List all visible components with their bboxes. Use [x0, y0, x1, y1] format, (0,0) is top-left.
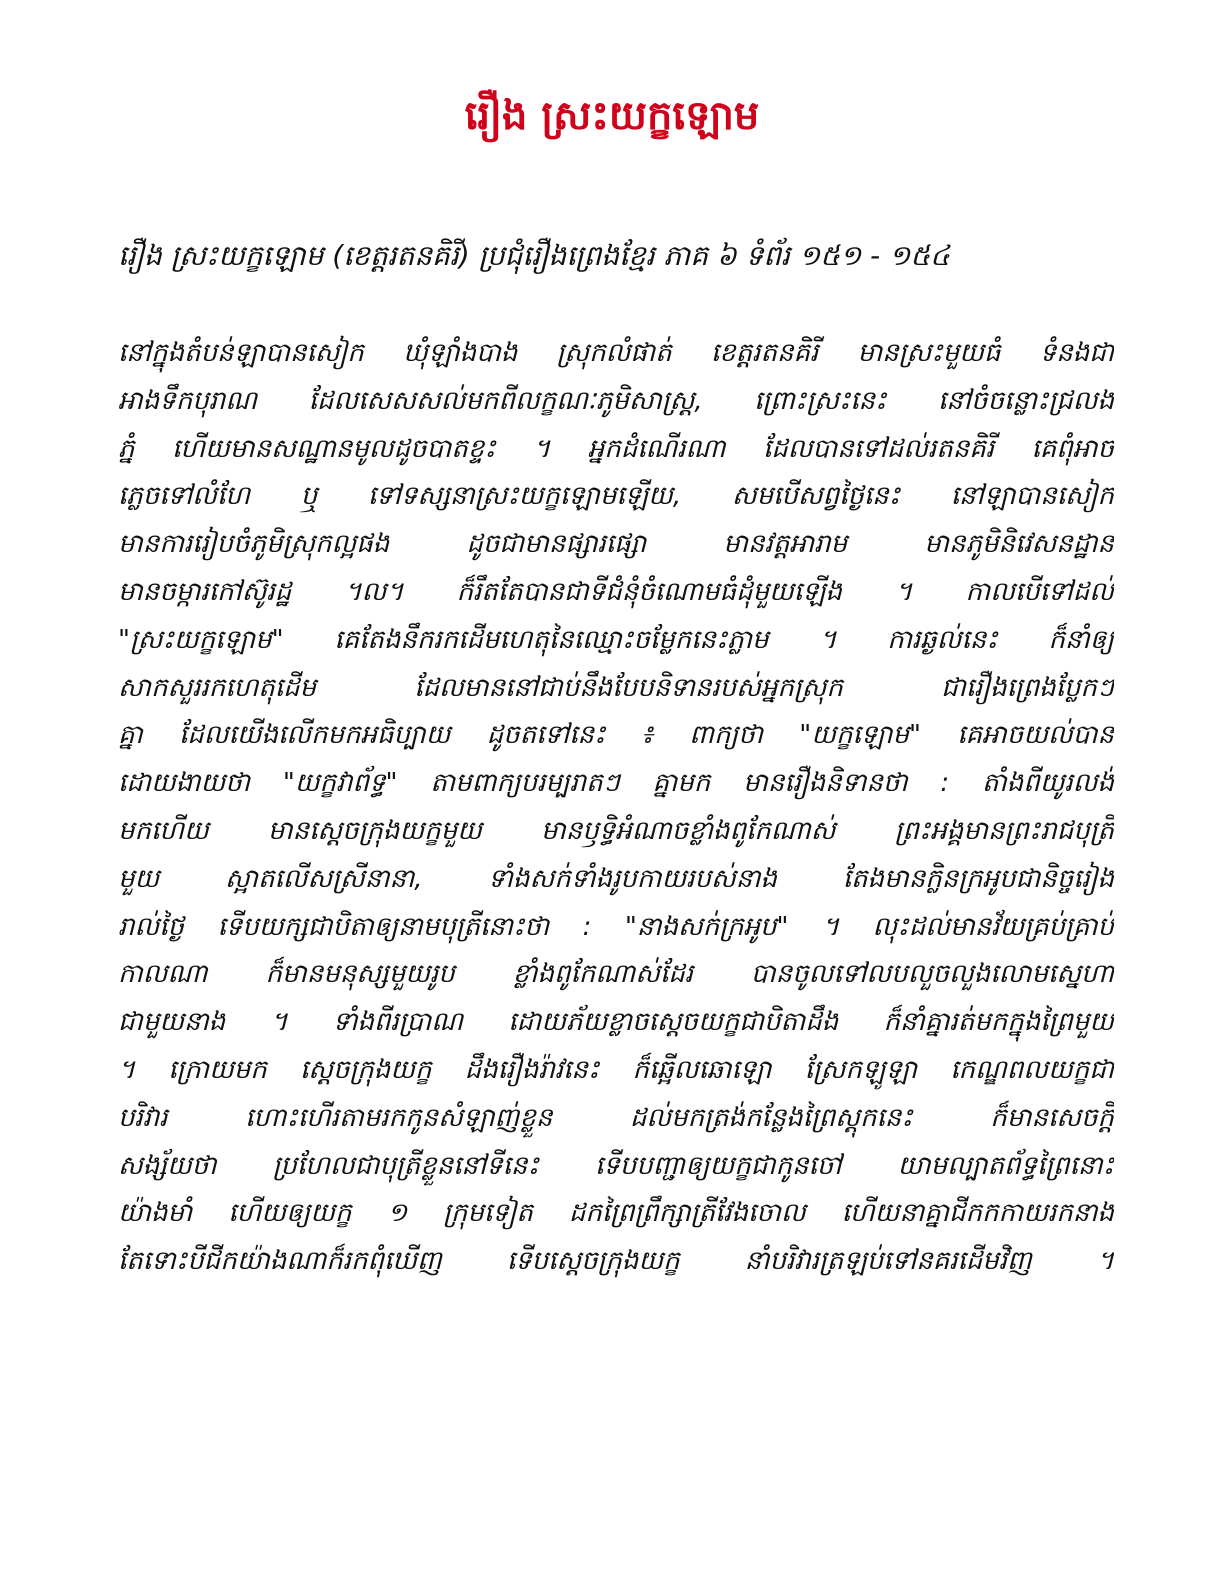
paragraph-line: គ្នា ដែលយើងលើកមកអធិប្បាយ ដូចតទៅនេះ ៖ ពាក្យថា "យក្ខឡោម" គេអាចយល់បាន — [118, 720, 1114, 751]
source-citation: រឿង ស្រះយក្ខឡោម (ខេត្តរតនគិរី) ប្រជុំរឿងព្រេងខ្មែរ ភាគ ៦ ទំព័រ ១៥១ - ១៥៤ — [118, 239, 950, 272]
paragraph-line: ភ្លេចទៅលំហែ ឬ ទៅទស្សនាស្រះយក្ខឡោមឡើយ, សមបើសព្វថ្ងៃនេះ នៅឡាបានសៀក — [118, 481, 1114, 512]
paragraph-line: មានការរៀបចំភូមិស្រុកល្អផង ដូចជាមានផ្សារផ្សោ មានវត្តអារាម មានភូមិនិវេសនដ្ឋាន — [118, 529, 1114, 560]
paragraph-line: នៅក្នុងតំបន់ឡាបានសៀក ឃុំឡាំងបាង ស្រុកលំផាត់ ខេត្តរតនគិរី មានស្រះមួយធំ ទំនងជា — [118, 338, 1114, 368]
paragraph-line: បរិវារ ហោះហើរតាមរកកូនសំឡាញ់ខ្លួន ដល់មកត្រង់កន្លែងព្រៃស្ដុកនេះ ក៏មានសេចក្ដី — [118, 1102, 1114, 1133]
paragraph-line: មកហើយ មានស្ដេចក្រុងយក្ខមួយ មានឫទ្ធិអំណាចខ្លាំងពូកែណាស់ ព្រះអង្គមានព្រះរាជបុត្រី — [118, 815, 1114, 846]
paragraph-line: អាងទឹកបុរាណ ដែលសេសសល់មកពីលក្ខណៈភូមិសាស្ត្រ, ព្រោះស្រះនេះ នៅចំចន្លោះជ្រលង — [118, 385, 1114, 416]
paragraph-line: ។ ក្រោយមក ស្ដេចក្រុងយក្ខ ដឹងរឿងរ៉ាវនេះ ក៏ឆ្អើលឆោឡោ ស្រែកឡូឡា កេណ្ឌពលយក្ខជា — [118, 1054, 1114, 1085]
paragraph-line: តែទោះបីជីកយ៉ាងណាក៏រកពុំឃើញ ទើបស្ដេចក្រុងយក្ខ នាំបរិវារត្រឡប់ទៅនគរដើមវិញ ។ — [118, 1246, 1114, 1277]
page-title: រឿង ស្រះយក្ខឡោម — [464, 93, 760, 139]
paragraph-line: ដោយងាយថា "យក្ខវាព័ទ្ធ" តាមពាក្យបរម្បរាតៗ គ្នាមក មានរឿងនិទានថា : តាំងពីយូរលង់ — [118, 768, 1114, 799]
paragraph-line: សាកសួររកហេតុដើម ដែលមាននៅជាប់នឹងបែបនិទានរបស់អ្នកស្រុក ជារឿងព្រេងប្លែកៗ — [118, 672, 1114, 703]
paragraph-line: "ស្រះយក្ខឡោម" គេតែងនឹករកដើមហេតុនៃឈ្មោះចម្លែកនេះភ្លាម ។ ការឆ្ងល់នេះ ក៏នាំឲ្យ — [118, 624, 1114, 655]
paragraph-line: ភ្នំ ហើយមានសណ្ឋានមូលដូចបាតខ្ទះ ។ អ្នកដំណើរណា ដែលបានទៅដល់រតនគិរី គេពុំអាច — [118, 433, 1114, 464]
paragraph-line: មានចម្ការកៅស៊ូរដ្ឋ ។ល។ ក៏រឹតតែបានជាទីជំនុំចំណោមធំដុំមួយឡើង ។ កាលបើទៅដល់ — [118, 576, 1114, 607]
paragraph-line: យ៉ាងមាំ ហើយឲ្យយក្ខ ១ ក្រុមទៀត ដកព្រៃព្រឹក្សាត្រីវែងចោល ហើយនាគ្នាជីកកកាយរកនាង — [118, 1198, 1114, 1229]
paragraph-line: មួយ ស្អាតលើសស្រីនានា, ទាំងសក់ទាំងរូបកាយរបស់នាង តែងមានក្លិនក្រអូបជានិច្ចរៀង — [118, 863, 1114, 894]
paragraph-line: កាលណា ក៏មានមនុស្សមួយរូប ខ្លាំងពូកែណាស់ដែរ បានចូលទៅលបលួចលួងលោមស្នេហា — [118, 959, 1114, 990]
paragraph-line: ជាមួយនាង ។ ទាំងពីរប្រាណ ដោយភ័យខ្លាចស្ដេចយក្ខជាបិតាដឹង ក៏នាំគ្នារត់មកក្នុងព្រៃមួយ — [118, 1007, 1114, 1038]
paragraph-line: សង្ស័យថា ប្រហែលជាបុត្រីខ្លួននៅទីនេះ ទើបបញ្ជាឲ្យយក្ខជាកូនចៅ យាមល្បាតព័ទ្ធព្រៃនោះ — [118, 1150, 1114, 1181]
story-body — [118, 330, 1114, 1286]
paragraph-line: រាល់ថ្ងៃ ទើបយក្សជាបិតាឲ្យនាមបុត្រីនោះថា : "នាងសក់ក្រអូប" ។ លុះដល់មានវ័យគ្រប់គ្រាប់ — [118, 911, 1114, 942]
